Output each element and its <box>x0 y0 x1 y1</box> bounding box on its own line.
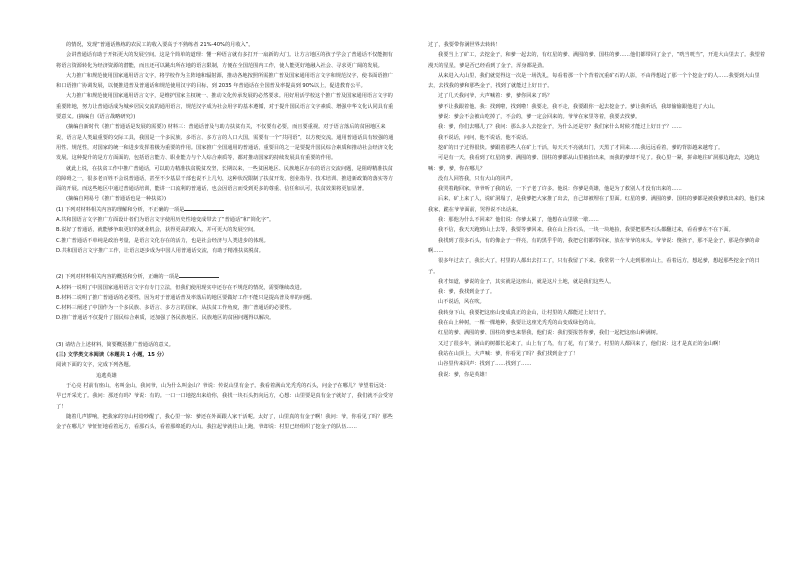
paragraph: 大力推广和规范使用国家通用语言文字，将学校作为主阵地和辐射源，推动各地按照所需推广普及国家通用语言文字和规范汉字，使书面语推广和口语推广协调发展，以便推进普及普通话和规范使用汉字的目标，到 2035 年普通话在全国普及率提高到 90%以上，促进教育公平。 <box>56 72 393 90</box>
story-paragraph: 我：爹，我找到金子了。 <box>438 289 496 296</box>
source-note: (摘编自网易号《推广普通话也是一种扶贫》) <box>66 196 167 203</box>
left-column <box>56 40 394 432</box>
story-paragraph: 我才知道，爹说的金子，其实就是这座山，就是这片土地，就是我们这些人。 <box>438 278 615 285</box>
story-paragraph: 可是有一天，我看到了红星的爹、满囤的爹、国柱的爹都从山里被抬出来，而我的爹却不见了。我心里一紧，拼命地往矿洞那边跑去，边跑边喊：爹，爹，你在哪儿？ <box>428 155 760 172</box>
story-paragraph: 后来，矿上来了人，说矿洞塌了，是我爹把大家推了出去，自己却被埋在了里面。红星的爹、满囤的爹、国柱的爹都是被我爹救出来的，他们来我家，跪在爷爷面前，哭得说不出话来。 <box>428 196 765 213</box>
story-paragraph: 山不说话，风在吹。 <box>438 299 485 306</box>
option: B.材料二说明了推广普通话的必要性，因为对于普通话普及率落后的地区要做好工作不能只是提高普及率的问题。 <box>56 294 316 301</box>
option: A.材料一说明了中国国家通用语言文字有专门立法，但我们使用现实中还存在不规范的情况，需要继续改进。 <box>56 284 305 291</box>
question-2-stem: (2) 下列对材料相关内容的概括和分析，正确的一项是 <box>56 272 394 282</box>
story-paragraph: 我：那他为什么不回来？他们说：你爹太累了，他想在山里歇一歇…… <box>438 217 599 224</box>
story-paragraph: 于心亮 村前有座山，名叫金山，我问爷，山为什么叫金山？爷说：传说山里有金子。我看着满山光秃秃的石头，问金子在哪儿？爷望着远处：早已开采光了。我问：那还有吗？爷说：有的。一口一口地挖出来给你，我找一块石头扔向远方，心想：山里要是真有金子就好了，我们就不会受穷了！ <box>56 382 394 410</box>
question-3-stem: (3) 请结合上述材料，简要概括推广普通话的意义。 <box>56 341 174 348</box>
paragraph: 就此上说，在扶贫工作中推广普通话，可以助力精准扶贫脱贫攻坚，长期以来，一些贫困地区、民族地区存在的语言交流问题，是阻碍精准扶贫的障碍之一，很多老百姓不会说普通话，甚至不少基层干部也说不上几句，这种状况限制了扶贫开发、创业指导、技术培训、推进新政策的落实等方面的开展。而这些地区中通过普通话培训，能讲一口流利的普通话，也会因语言而受到更多的尊重、信任和认可，扶贫效果将更加显著。 <box>56 165 394 193</box>
story-paragraph: 又过了很多年，满山的树都长起来了，山上有了鸟，有了花，有了果子。村里的人都回来了，他们说：这才是真正的金山啊！ <box>438 340 724 347</box>
story-paragraph: 从来进入大山里，我们就觉得这一次是一场洗礼，每看着那一个个背着沉重矿石的人影，不由得想起了那一个个挖金子的人……我要到大山里去，去找我的爹和那些金子，找到了就能过上好日子。 <box>428 72 760 90</box>
option: D.推广普通话不仅提升了国民综合素质，还加强了各民族地区、民族地区的贫困问题得以解决。 <box>56 315 275 322</box>
story-paragraph: 山谷里传来回声：找到了……找到了…… <box>438 361 532 368</box>
paragraph: 会讲普通话有助于开拓更大的发展空间。这是个简单的道理：懂一种语言就有多打开一扇新的大门。让方言地区的孩子学会了普通话不仅能拥有将语言资源转化为经济资源的潜能，而且还可以跳出所在地的语言限制，方便在全国范围内工作，使人能更好地融入社会、寻求更广阔的发展。 <box>56 52 393 69</box>
story-paragraph: 随着几声锣响，把我家的穷山村给吵醒了，我心里一惊：爹还在外面跟人家干活呢。太好了，山里真的有金子啊！我问：爷，你看见了吗？那些金子在哪儿？爷怔怔地看着远方，看那石头，看着那绵延的大山。我拉起爷就往山上跑，爷却说：村里已经组织了挖金子的队伍…… <box>56 413 393 431</box>
option: A.共和国语言文字推广方面设计者们为语言文字使用历史性地变成带去了“普通话”和“简化字”。 <box>56 217 275 224</box>
answer-blank[interactable] <box>184 205 224 211</box>
story-paragraph: 挖矿的日子过得很快。爹跟着那些人在矿上干活，每天天不亮就出门，天黑了才回来……我远远看着，爹的背影越来越弯了。 <box>438 144 724 151</box>
paragraph: (摘编自新时代《推广普通话是发展的需要》) 材料三：普通话普及与助力扶贫有关，不仅要有必要，而且要重视。对于语言落后的贫困地区来说，语言是人类最重要的交际工具，我国是一个多民族、多语言、多方言的人口大国，需要有一个“共同语”，以方便交流。通用普通话具有较强的通用性、规范性，对国家的统一和进步发挥着极为重要的作用。国家推广全国通用的普通话，重要目的之一是要提升国民综合素质和推动社会经济文化发展。这种提升的是方方面面的，包括语言能力、职业能力与个人综合素质等，都对推动国家的持续发展具有重要的作用。 <box>56 124 394 162</box>
story-paragraph: 我站在山顶上，大声喊：爹，你看见了吗？我们找到金子了！ <box>438 350 579 357</box>
option: C.材料三阐述了中国作为一个多民族、多语言、多方言的国家，从扶贫工作角度，推广普通话的必要性。 <box>56 305 295 312</box>
section-heading: (三) 文学类文本阅读（本题共 1 小题，15 分） <box>56 352 167 359</box>
option: C.推广普通话不单纯是政治考量，是语言文化存在的活力，也是社会经济与人类进步的体现。 <box>56 237 269 244</box>
story-paragraph: 我说：爹，你是英雄！ <box>438 371 490 378</box>
spacer <box>56 330 394 340</box>
story-title: 追逃英雄 <box>96 372 117 379</box>
answer-blank[interactable] <box>179 272 219 278</box>
story-paragraph: 我：爹，你们去哪儿了？我问：那么多人去挖金子，为什么还是穷？我们家什么时候才能过上好日子？…… <box>438 124 682 131</box>
story-paragraph: 很多年过去了，我长大了，村里的人都出去打工了，只有我留了下来。我常常一个人走到那座山上，看着远方，想起爹，想起那些挖金子的日子。 <box>428 258 760 275</box>
story-paragraph: 爹不让我跟着他。我：找到啦，找到啦！我要走，我不走，我要跟你一起去挖金子。爹让我听话，我却偷偷跟他进了大山。 <box>438 103 719 110</box>
story-paragraph: 我不信，我天天跑到山上去等，我要等爹回来。我在山上捡石头，一块一块地捡，我要把那些石头都翻过来，看看爹在不在下面。 <box>438 227 734 234</box>
story-paragraph: 红星的爹、满囤的爹、国柱的爹也来帮我，他们说：我们要报答你爹，我们一起把这座山种满树。 <box>438 330 662 337</box>
story-paragraph: 我要当上了矿工，去挖金子，和爹一起去的，有红星的爹、满囤的爹、国柱的爹……他们都带回了金子，“咣当咣当”，开进大山里去了。我望着漫天的星星，爹是否已经看到了金子，浑身都是劲。 <box>428 52 766 69</box>
story-paragraph: 我找到了很多石头，有的像金子一样亮，有的黑乎乎的，我把它们都带回家，放在爷爷的床头。爷爷说：傻孩子，那不是金子，那是你爹的命啊…… <box>428 237 760 254</box>
paragraph: 的情况，发现“普通话熟练的农民工的收入要高于不熟练者 21%-40%的月收入”。 <box>66 42 254 48</box>
spacer <box>56 262 394 272</box>
paragraph: 大力推广和规范使用国家通用语言文字，是维护国家主权统一、推动文化传承发展的必然要求。用好用活学校这个推广普及国家通用语言文字的重要阵地，努力让普通话成为城乡居民交流的通用语言，规范汉字成为社会用字的基本遵循，对于提升国民语言文字素质、增强中华文化认同具有重要意义。(摘编自《语言战略研究》) <box>56 93 394 121</box>
story-paragraph: 我在山上种树，一棵一棵地种，我要让这座光秃秃的山变成绿色的山。 <box>438 320 599 327</box>
question-1-stem: (1) 下列对材料相关内容的理解和分析，不正确的一项是 <box>56 205 394 215</box>
story-paragraph: 我不说话，问问，他不说话，他不说话。 <box>438 134 532 141</box>
story-paragraph: 过了，我要带你满世界去转转！ <box>428 42 501 48</box>
story-paragraph: 我哭着跑回家，爷爷听了我的话，一下子老了许多。他说：你爹是英雄，他是为了救别人才没有出来的…… <box>438 186 682 193</box>
story-paragraph: 我转身下山，我要把这座山变成真正的金山，让村里的人都能过上好日子。 <box>438 309 610 316</box>
right-column <box>428 40 766 380</box>
reading-instructions: 阅读下面的文字，完成下列各题。 <box>56 362 134 369</box>
story-paragraph: 过了几天我问爷，大声喊着：爹，爹你回来了吗？ <box>438 93 553 100</box>
option: D.共和国语言文字推广工作，让语言逐步成为中国人用普通话交流，有助于精准扶贫脱贫。 <box>56 247 264 254</box>
story-paragraph: 爹说：爹会不会被山吃掉了，不会的，爹一定会回来的。爷爷在家里等着，我要去找爹。 <box>438 114 641 121</box>
option: B.说好了普通话，就能够争取更好的就业机会，获得更高的收入，并可更大的发展空间。 <box>56 227 259 234</box>
story-paragraph: 没有人回答我，只有大山的回声。 <box>438 175 516 182</box>
